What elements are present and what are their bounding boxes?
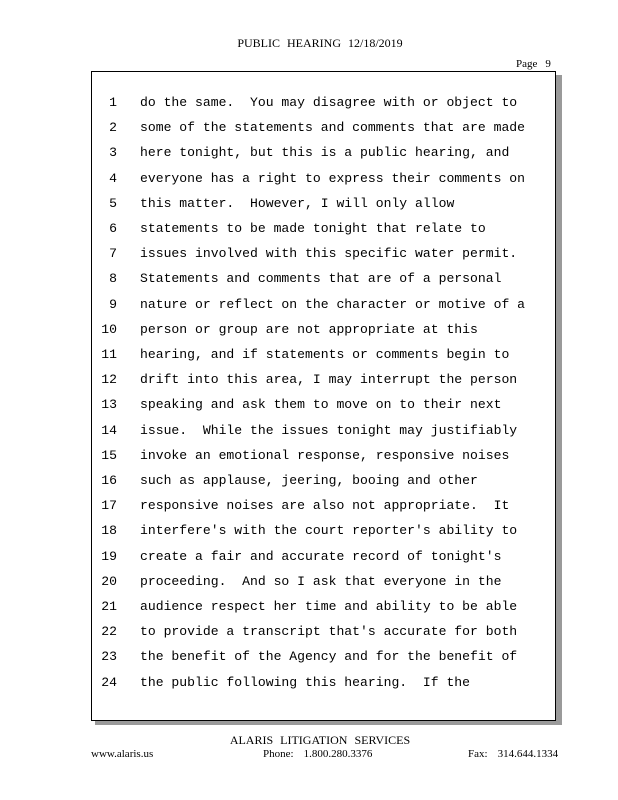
transcript-line: [92, 418, 557, 443]
transcript-line: [92, 594, 557, 619]
transcript-line: [92, 468, 557, 493]
line-text: proceeding. And so I ask that everyone in the: [140, 573, 502, 589]
line-text: statements to be made tonight that relate to: [140, 221, 486, 236]
line-number: 23: [101, 649, 117, 665]
phone-label: Phone:: [263, 748, 294, 760]
line-number: 20: [101, 573, 117, 589]
footer-website: www.alaris.us: [91, 748, 154, 760]
transcript-line: [92, 619, 557, 644]
transcript-line: [92, 266, 557, 291]
line-number: 13: [101, 397, 117, 413]
line-text: some of the statements and comments that are made: [140, 120, 526, 136]
page-number-label: [516, 58, 551, 70]
page-word: Page: [516, 58, 538, 70]
transcript-line: [92, 191, 557, 216]
page-number: 9: [545, 58, 551, 70]
line-number: 22: [101, 624, 117, 640]
line-number: 18: [101, 523, 117, 539]
line-text: responsive noises are also not appropriate. It: [140, 498, 510, 514]
line-text: such as applause, jeering, booing and other: [140, 473, 478, 488]
footer-company-name: ALARIS LITIGATION SERVICES: [229, 733, 411, 747]
line-number: 12: [101, 372, 117, 388]
line-number: 21: [101, 599, 117, 614]
transcript-line: [92, 392, 557, 417]
line-text: here tonight, but this is a public hearing, and: [140, 145, 510, 161]
line-text: hearing, and if statements or comments begin to: [140, 347, 510, 362]
line-number: 5: [109, 195, 117, 211]
line-number: 3: [109, 145, 117, 161]
transcript-line: [92, 292, 557, 317]
transcript-frame: [91, 71, 556, 721]
line-text: speaking and ask them to move on to their next: [140, 397, 502, 413]
transcript-line: [92, 670, 557, 695]
line-text: create a fair and accurate record of tonight's: [140, 548, 502, 564]
line-number: 16: [101, 473, 117, 488]
transcript-line: [92, 544, 557, 569]
line-number: 9: [109, 296, 117, 312]
line-number: 2: [109, 120, 117, 136]
transcript-line: [92, 443, 557, 468]
line-number: 4: [109, 170, 117, 186]
line-number: 17: [101, 498, 117, 514]
line-number: 7: [109, 246, 117, 262]
line-number: 15: [101, 447, 117, 463]
line-text: this matter. However, I will only allow: [140, 195, 455, 211]
line-number: 11: [101, 347, 117, 362]
line-text: issue. While the issues tonight may justifiably: [140, 422, 518, 438]
transcript-line: [92, 241, 557, 266]
line-number: 19: [101, 548, 117, 564]
transcript-line: [92, 140, 557, 165]
page-header-title: PUBLIC HEARING 12/18/2019: [237, 36, 403, 50]
phone-number: 1.800.280.3376: [303, 748, 373, 760]
footer-phone: [263, 748, 372, 760]
line-text: person or group are not appropriate at this: [140, 321, 478, 337]
line-text: nature or reflect on the character or motive of a: [140, 296, 526, 312]
line-text: drift into this area, I may interrupt the person: [140, 372, 518, 388]
line-number: 1: [109, 95, 117, 110]
line-text: invoke an emotional response, responsive noises: [140, 447, 510, 463]
line-text: to provide a transcript that's accurate for both: [140, 624, 518, 640]
transcript-line: [92, 644, 557, 669]
transcript-line: [92, 216, 557, 241]
line-text: interfere's with the court reporter's ability to: [140, 523, 518, 539]
fax-label: Fax:: [468, 748, 488, 760]
transcript-line: [92, 166, 557, 191]
transcript-line: [92, 342, 557, 367]
line-text: the benefit of the Agency and for the benefit of: [140, 649, 518, 665]
line-text: do the same. You may disagree with or object to: [140, 95, 518, 110]
line-text: the public following this hearing. If the: [140, 674, 471, 690]
line-number: 10: [101, 321, 117, 337]
line-text: issues involved with this specific water permit.: [140, 246, 518, 262]
transcript-line: [92, 90, 557, 115]
footer-fax: [468, 748, 558, 760]
transcript-line: [92, 493, 557, 518]
line-number: 24: [101, 674, 117, 690]
line-number: 8: [109, 271, 117, 287]
line-text: audience respect her time and ability to be able: [140, 599, 518, 614]
transcript-line: [92, 317, 557, 342]
transcript-line: [92, 569, 557, 594]
line-text: Statements and comments that are of a personal: [140, 271, 502, 287]
line-text: everyone has a right to express their comments on: [140, 170, 526, 186]
transcript-line: [92, 518, 557, 543]
transcript-line: [92, 115, 557, 140]
fax-number: 314.644.1334: [497, 748, 559, 760]
line-number: 6: [109, 221, 117, 236]
transcript-line: [92, 367, 557, 392]
line-number: 14: [101, 422, 117, 438]
